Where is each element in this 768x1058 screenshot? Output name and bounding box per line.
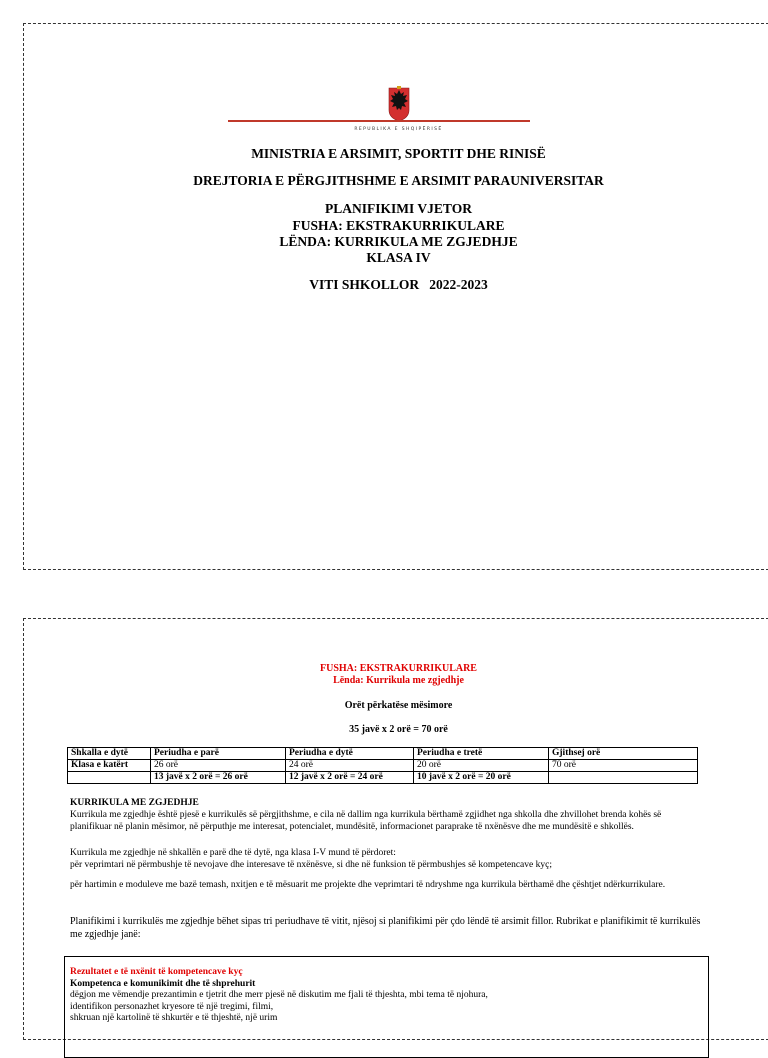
paragraph: Planifikimi i kurrikulës me zgjedhje bëhet sipas tri periudhave të vitit, njësoj si planifikimi për çdo lëndë të arsimit fillor. Rubrikat e planifikimit të kurrikulës me zgjedhje janë: — [70, 916, 701, 940]
table-header-cell: Periudha e dytë — [286, 748, 414, 760]
table-cell: 26 orë — [151, 760, 286, 772]
plan-title: PLANIFIKIMI VJETOR — [325, 201, 472, 216]
field-heading: FUSHA: EKSTRAKURRIKULARE — [320, 663, 477, 674]
table-cell: 20 orë — [414, 760, 549, 772]
table-cell: 70 orë — [549, 760, 698, 772]
table-cell — [68, 772, 151, 784]
field-title: FUSHA: EKSTRAKURRIKULARE — [292, 218, 505, 233]
school-year-title: VITI SHKOLLOR 2022-2023 — [309, 277, 488, 292]
table-header-cell: Periudha e tretë — [414, 748, 549, 760]
box-line: dëgjon me vëmendje prezantimin e tjetrit dhe merr pjesë në diskutim me fjali të thjeshta, mbi tema të njohura, — [70, 990, 488, 1000]
directorate-title: DREJTORIA E PËRGJITHSHME E ARSIMIT PARAUNIVERSITAR — [193, 173, 604, 188]
table-cell — [549, 772, 698, 784]
paragraph-block — [70, 848, 704, 871]
table-cell: 24 orë — [286, 760, 414, 772]
box-title: Rezultatet e të nxënit të kompetencave kyç — [70, 967, 243, 977]
content-page — [23, 618, 768, 1040]
section-title: KURRIKULA ME ZGJEDHJE — [70, 798, 199, 808]
paragraph: Kurrikula me zgjedhje është pjesë e kurrikulës së përgjithshme, e cila në dallim nga kurrikula bërthamë zgjidhet nga shkolla dhe zhvillohet brenda kohës së planifikuar në planin mësimor, në përputhje me interesat, potencialet, mundësitë, informacionet paraprake të nxënësve dhe me mundësitë e shkollës. — [70, 810, 662, 832]
table-header-row — [68, 748, 698, 760]
box-subtitle: Kompetenca e komunikimit dhe të shprehurit — [70, 978, 256, 989]
ministry-title: MINISTRIA E ARSIMIT, SPORTIT DHE RINISË — [251, 146, 546, 161]
table-cell: Klasa e katërt — [68, 760, 151, 772]
hours-heading: Orët përkatëse mësimore — [344, 700, 453, 711]
albanian-emblem-icon — [387, 86, 411, 122]
emblem-underline — [228, 120, 530, 122]
table-cell: 10 javë x 2 orë = 20 orë — [414, 772, 549, 784]
table-row — [68, 772, 698, 784]
box-line: shkruan një kartolinë të shkurtër e të thjeshtë, një urim — [70, 1013, 278, 1023]
grade-title: KLASA IV — [366, 250, 431, 265]
paragraph: Kurrikula me zgjedhje në shkallën e parë dhe të dytë, nga klasa I-V mund të përdoret: — [70, 848, 396, 858]
table-header-cell: Periudha e parë — [151, 748, 286, 760]
paragraph: për veprimtari në përmbushje të nevojave dhe interesave të nxënësve, si dhe në funksion të përmbushjes së kompetencave kyç; — [70, 859, 552, 870]
hours-formula: 35 javë x 2 orë = 70 orë — [349, 724, 448, 735]
paragraph: për hartimin e moduleve me bazë temash, nxitjen e të mësuarit me projekte dhe veprimtari të ndryshme nga kurrikula bërthamë dhe çështjet ndërkurrikulare. — [70, 880, 666, 890]
cover-page — [23, 23, 768, 570]
emblem-caption: REPUBLIKA E SHQIPËRISË — [354, 127, 443, 132]
table-header-cell: Gjithsej orë — [549, 748, 698, 760]
subject-heading: Lënda: Kurrikula me zgjedhje — [333, 675, 464, 686]
table-cell: 12 javë x 2 orë = 24 orë — [286, 772, 414, 784]
competences-box-content — [70, 967, 700, 1025]
box-line: identifikon personazhet kryesore të një tregimi, filmi, — [70, 1001, 274, 1012]
subject-title: LËNDA: KURRIKULA ME ZGJEDHJE — [279, 234, 518, 249]
hours-table — [67, 747, 698, 784]
table-cell: 13 javë x 2 orë = 26 orë — [151, 772, 286, 784]
table-row — [68, 760, 698, 772]
table-header-cell: Shkalla e dytë — [68, 748, 151, 760]
competences-box — [64, 956, 709, 1058]
